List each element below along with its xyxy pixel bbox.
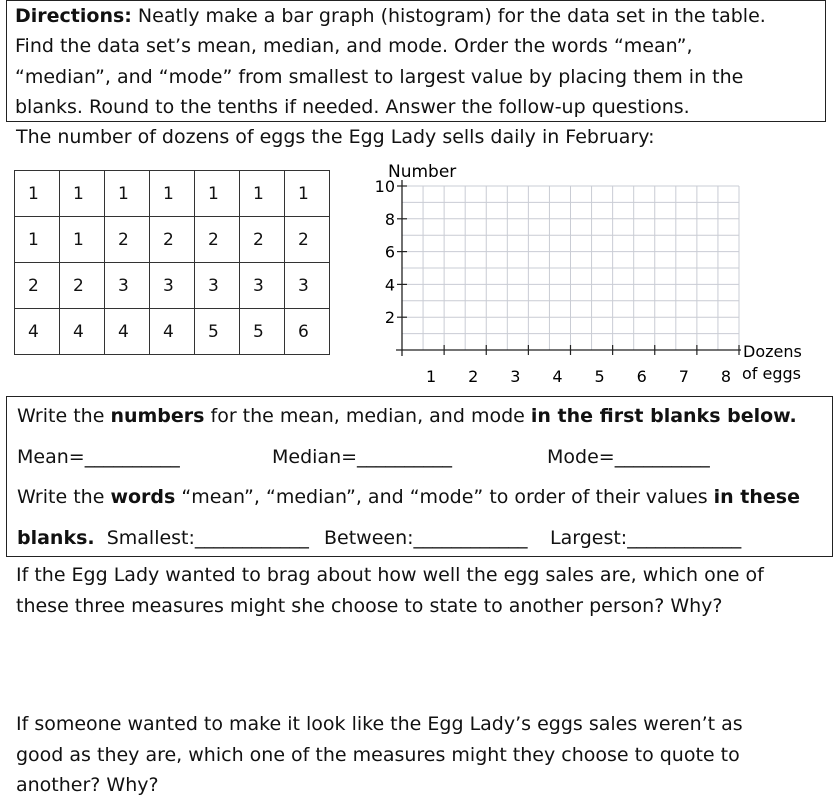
table-cell-value: 4 — [28, 321, 39, 342]
directions-label: Directions: — [15, 5, 132, 27]
table-cell — [240, 171, 285, 217]
table-cell-value: 2 — [118, 229, 129, 250]
table-cell-value: 5 — [253, 321, 264, 342]
x-tick-label: 6 — [636, 367, 647, 386]
table-cell — [60, 171, 105, 217]
data-set-description: The number of dozens of eggs the Egg Lady sells daily in February: — [16, 126, 655, 148]
numbers-instruction — [17, 405, 797, 427]
table-cell-value: 2 — [73, 275, 84, 296]
directions-text-1: Neatly make a bar graph (histogram) for the data set in the table. — [131, 5, 766, 27]
table-cell-value: 1 — [28, 183, 39, 204]
table-cell — [240, 217, 285, 263]
instr-mid: for the mean, median, and mode — [204, 405, 531, 427]
x-axis-label-line-1: Dozens — [743, 342, 802, 361]
x-tick-label: 7 — [678, 367, 689, 386]
directions-line-3: “median”, and “mode” from smallest to largest value by placing them in the — [15, 65, 744, 88]
y-axis-label: Number — [388, 162, 457, 182]
x-tick-label: 5 — [594, 367, 605, 386]
table-cell-value: 3 — [298, 275, 309, 296]
table-cell-value: 2 — [28, 275, 39, 296]
table-cell-value: 3 — [118, 275, 129, 296]
question-2-line-3: another? Why? — [16, 774, 159, 796]
y-tick-label: 6 — [384, 242, 395, 262]
median-blank[interactable]: Median=__________ — [272, 446, 453, 468]
table-cell-value: 2 — [208, 229, 219, 250]
blanks-bold: blanks. — [17, 527, 95, 549]
x-tick-label: 3 — [510, 367, 521, 386]
table-cell-value: 1 — [118, 183, 129, 204]
table-cell — [15, 171, 60, 217]
directions-line-4: blanks. Round to the tenths if needed. Answer the follow-up questions. — [15, 95, 690, 118]
x-tick-label: 2 — [468, 367, 479, 386]
x-tick-label: 4 — [552, 367, 563, 386]
table-cell-value: 1 — [73, 229, 84, 250]
table-cell — [15, 309, 60, 355]
table-cell-value: 2 — [298, 229, 309, 250]
instr-bold-numbers: numbers — [110, 405, 205, 427]
words-mid: “mean”, “median”, and “mode” to order of their values — [175, 486, 714, 508]
table-cell — [60, 309, 105, 355]
question-1-line-1: If the Egg Lady wanted to brag about how well the egg sales are, which one of — [16, 564, 764, 586]
table-cell — [60, 263, 105, 309]
x-tick-label: 1 — [426, 367, 437, 386]
table-cell — [285, 309, 330, 355]
table-cell — [285, 171, 330, 217]
bar-graph[interactable] — [374, 155, 828, 395]
table-cell-value: 4 — [73, 321, 84, 342]
x-tick-label: 8 — [720, 367, 732, 386]
question-2-line-2: good as they are, which one of the measures might they choose to quote to — [16, 743, 740, 766]
table-cell-value: 2 — [253, 229, 264, 250]
table-cell-value: 1 — [163, 183, 174, 204]
table-cell-value: 1 — [73, 183, 84, 204]
instr-bold-first-blanks: in the first blanks below. — [530, 405, 797, 427]
table-cell — [15, 263, 60, 309]
y-tick-label: 10 — [374, 177, 395, 196]
answer-box — [6, 396, 833, 557]
words-bold-these: in these — [713, 486, 800, 508]
table-cell — [105, 171, 150, 217]
table-cell-value: 5 — [208, 321, 219, 342]
table-cell-value: 1 — [28, 229, 39, 250]
table-cell-value: 1 — [208, 183, 219, 204]
y-tick-label: 8 — [384, 209, 395, 229]
question-2-line-1: If someone wanted to make it look like the Egg Lady’s eggs sales weren’t as — [16, 713, 743, 735]
question-1-line-2: these three measures might she choose to state to another person? Why? — [16, 594, 723, 617]
directions-box — [6, 0, 826, 122]
table-cell — [150, 309, 195, 355]
bar-graph-svg[interactable] — [374, 155, 828, 395]
words-pre: Write the — [17, 486, 111, 508]
table-cell — [195, 309, 240, 355]
table-cell — [60, 217, 105, 263]
instr-pre: Write the — [17, 405, 111, 427]
table-cell-value: 1 — [298, 183, 309, 204]
words-bold: words — [110, 486, 176, 508]
table-cell — [240, 309, 285, 355]
table-cell — [150, 217, 195, 263]
table-cell-value: 4 — [163, 321, 174, 342]
mean-blank[interactable]: Mean=__________ — [17, 446, 180, 468]
mode-blank[interactable]: Mode=__________ — [547, 446, 710, 468]
table-cell — [195, 263, 240, 309]
question-2 — [16, 709, 743, 801]
smallest-blank[interactable]: Smallest:____________ — [94, 527, 309, 549]
table-row — [15, 171, 330, 217]
order-blanks-row — [17, 527, 309, 549]
words-instruction — [17, 486, 800, 508]
table-row — [15, 217, 330, 263]
table-cell-value: 3 — [253, 275, 264, 296]
directions-line-1 — [15, 1, 817, 31]
y-tick-label: 2 — [384, 308, 395, 328]
table-cell-value: 3 — [163, 275, 174, 296]
table-cell — [15, 217, 60, 263]
table-row — [15, 263, 330, 309]
directions-line-2: Find the data set’s mean, median, and mode. Order the words “mean”, — [15, 35, 693, 58]
table-cell — [195, 217, 240, 263]
question-1 — [16, 560, 764, 621]
y-tick-label: 4 — [384, 275, 395, 295]
x-axis-label-line-2: of eggs — [742, 364, 801, 383]
table-cell — [150, 263, 195, 309]
table-row — [15, 309, 330, 355]
table-cell-value: 6 — [298, 321, 309, 342]
table-cell-value: 4 — [118, 321, 129, 342]
table-cell — [195, 171, 240, 217]
table-cell-value: 1 — [253, 183, 264, 204]
between-blank[interactable]: Between:____________ — [324, 527, 528, 549]
table-cell — [105, 217, 150, 263]
table-cell — [105, 263, 150, 309]
table-cell-value: 2 — [163, 229, 174, 250]
largest-blank[interactable]: Largest:____________ — [550, 527, 742, 549]
table-cell — [150, 171, 195, 217]
table-cell — [285, 217, 330, 263]
table-cell-value: 3 — [208, 275, 219, 296]
table-cell — [285, 263, 330, 309]
table-cell — [240, 263, 285, 309]
table-cell — [105, 309, 150, 355]
data-table — [14, 170, 330, 355]
